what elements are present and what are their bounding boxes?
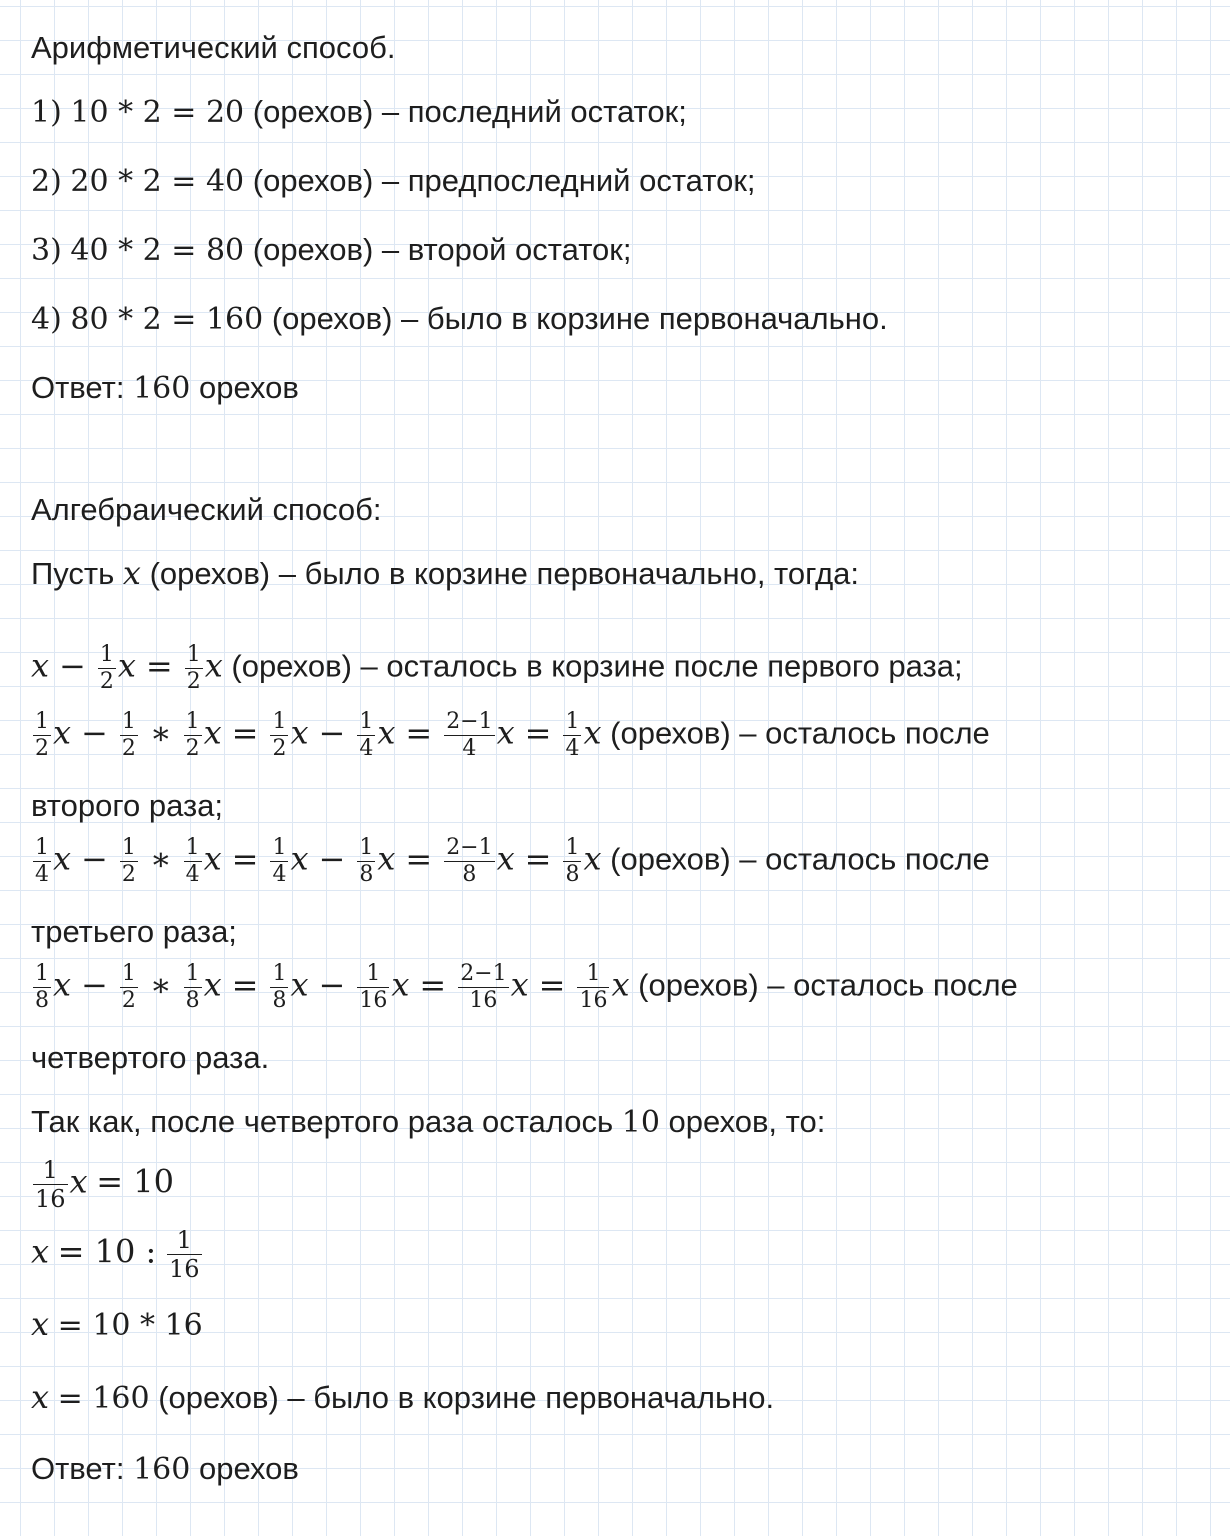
math-operator: − [318,713,346,752]
variable-x: x [377,713,396,752]
variable-x: x [203,965,222,1004]
math-operator: − [318,839,346,878]
solve-step-4 [31,1378,775,1416]
arith-step-1 [31,96,687,128]
step-description: (орехов) – предпоследний остаток; [244,163,756,198]
equation-description: (орехов) – осталось после [601,715,990,751]
math-operator: = [524,839,552,878]
equation-description: (орехов) – осталось в корзине после первого раза; [222,648,963,684]
fraction: $\frac{1}{2}$ [272,709,287,761]
alg-equation-1 [31,644,963,693]
since-post: орехов, то: [659,1104,826,1139]
alg-title: Алгебраический способ: [31,492,382,527]
fraction: $\frac{1}{16}$ [168,1226,200,1283]
math-operator: = [231,713,259,752]
arith-answer [31,372,299,404]
math-operator: ∗ [149,965,172,1004]
answer-label: Ответ: [31,1451,134,1486]
math-operator: − [318,965,346,1004]
alg-equation-2 [31,711,990,760]
since-number: 10 [621,1105,660,1140]
answer-label: Ответ: [31,370,134,405]
variable-x: x [203,713,222,752]
solve-step-1 [31,1158,174,1211]
variable-x: x [391,965,410,1004]
fraction: $\frac{1}{2}$ [121,961,136,1013]
answer-unit: орехов [190,370,299,405]
solve-expression: = 10 : [57,1232,157,1271]
since-pre: Так как, после четвертого раза осталось [31,1104,622,1139]
step-expression: 40 * 2 = 80 [70,233,245,268]
variable-x: x [611,965,630,1004]
variable-x: x [53,713,72,752]
step-description: (орехов) – второй остаток; [244,232,632,267]
variable-x: x [69,1162,88,1201]
fraction: $\frac{1}{4}$ [272,835,287,887]
solve-expression: = 10 [96,1162,174,1201]
fraction: $\frac{1}{16}$ [359,961,388,1013]
solve-step-2 [31,1228,204,1281]
fraction: $\frac{1}{2}$ [121,709,136,761]
fraction: $\frac{1}{4}$ [359,709,374,761]
step-expression: 20 * 2 = 40 [70,164,245,199]
alg-equation-2-cont: второго раза; [31,788,224,823]
variable-x: x [53,965,72,1004]
step-number: 2) [31,164,62,199]
variable-x: x [496,713,515,752]
equation-description: (орехов) – осталось после [629,967,1018,1003]
fraction: $\frac{1}{2}$ [99,642,114,694]
fraction: $\frac{1}{2}$ [186,642,201,694]
math-operator: − [81,713,108,752]
math-operator: = [231,965,259,1004]
fraction: $\frac{1}{4}$ [35,835,49,887]
variable-x: x [583,713,602,752]
fraction: $\frac{2-1}{4}$ [446,709,493,761]
fraction: $\frac{1}{2}$ [185,709,200,761]
fraction: $\frac{1}{2}$ [121,835,136,887]
variable-x: x [203,839,222,878]
answer-value: 160 [133,1452,191,1487]
math-operator: = [538,965,566,1004]
fraction: $\frac{2-1}{16}$ [460,961,507,1013]
math-operator: = [231,839,259,878]
alg-since [31,1106,825,1138]
variable-x: x [53,839,72,878]
variable-x: x [290,713,309,752]
let-pre: Пусть [31,556,123,591]
fraction: $\frac{1}{4}$ [565,709,580,761]
variable-x: x [290,839,309,878]
answer-unit: орехов [190,1451,299,1486]
fraction: $\frac{1}{8}$ [272,961,287,1013]
alg-equation-3 [31,837,990,886]
variable-x: x [31,1305,50,1343]
variable-x: x [583,839,602,878]
solve-step-3 [31,1305,203,1343]
answer-value: 160 [133,371,191,406]
arith-step-3 [31,234,631,266]
math-operator: ∗ [149,713,172,752]
variable-x: x [290,965,309,1004]
variable-x: x [510,965,529,1004]
fraction: $\frac{1}{8}$ [565,835,580,887]
variable-x: x [117,646,136,685]
math-operator: = [405,839,433,878]
step-number: 3) [31,233,62,268]
alg-equation-4-cont: четвертого раза. [31,1040,270,1075]
variable-x: x [496,839,515,878]
alg-equation-4 [31,963,1018,1012]
variable-x: x [377,839,396,878]
minus-sign: − [59,646,86,685]
arith-title: Арифметический способ. [31,30,396,65]
equation-description: (орехов) – осталось после [601,841,990,877]
equals-sign: = [145,646,173,685]
alg-equation-3-cont: третьего раза; [31,914,237,949]
variable-x: x [204,646,223,685]
fraction: $\frac{1}{8}$ [359,835,374,887]
arith-step-4 [31,303,888,335]
step-description: (орехов) – было в корзине первоначально. [263,301,888,336]
math-operator: ∗ [149,839,172,878]
fraction: $\frac{1}{8}$ [185,961,200,1013]
arith-step-2 [31,165,756,197]
step-expression: 10 * 2 = 20 [70,95,245,130]
alg-answer [31,1453,299,1485]
fraction: $\frac{1}{16}$ [35,1156,66,1213]
fraction: $\frac{1}{2}$ [35,709,49,761]
solve-expression: = 10 * 16 [57,1308,203,1343]
step-number: 4) [31,302,62,337]
math-operator: = [419,965,447,1004]
math-operator: = [524,713,552,752]
math-operator: = [405,713,433,752]
fraction: $\frac{1}{8}$ [35,961,49,1013]
fraction: $\frac{1}{4}$ [185,835,200,887]
variable-x: x [31,1232,50,1271]
math-operator: − [81,965,108,1004]
step-number: 1) [31,95,62,130]
step-expression: 80 * 2 = 160 [70,302,264,337]
solve-expression: = 160 [57,1381,150,1416]
step-description: (орехов) – последний остаток; [244,94,687,129]
fraction: $\frac{2-1}{8}$ [446,835,493,887]
variable-x: x [31,1378,50,1416]
variable-x: x [122,554,141,592]
let-post: (орехов) – было в корзине первоначально, тогда: [140,556,860,591]
math-operator: − [81,839,108,878]
variable-x: x [31,646,50,685]
solve-description: (орехов) – было в корзине первоначально. [149,1380,775,1415]
fraction: $\frac{1}{16}$ [579,961,608,1013]
alg-let [31,554,860,592]
